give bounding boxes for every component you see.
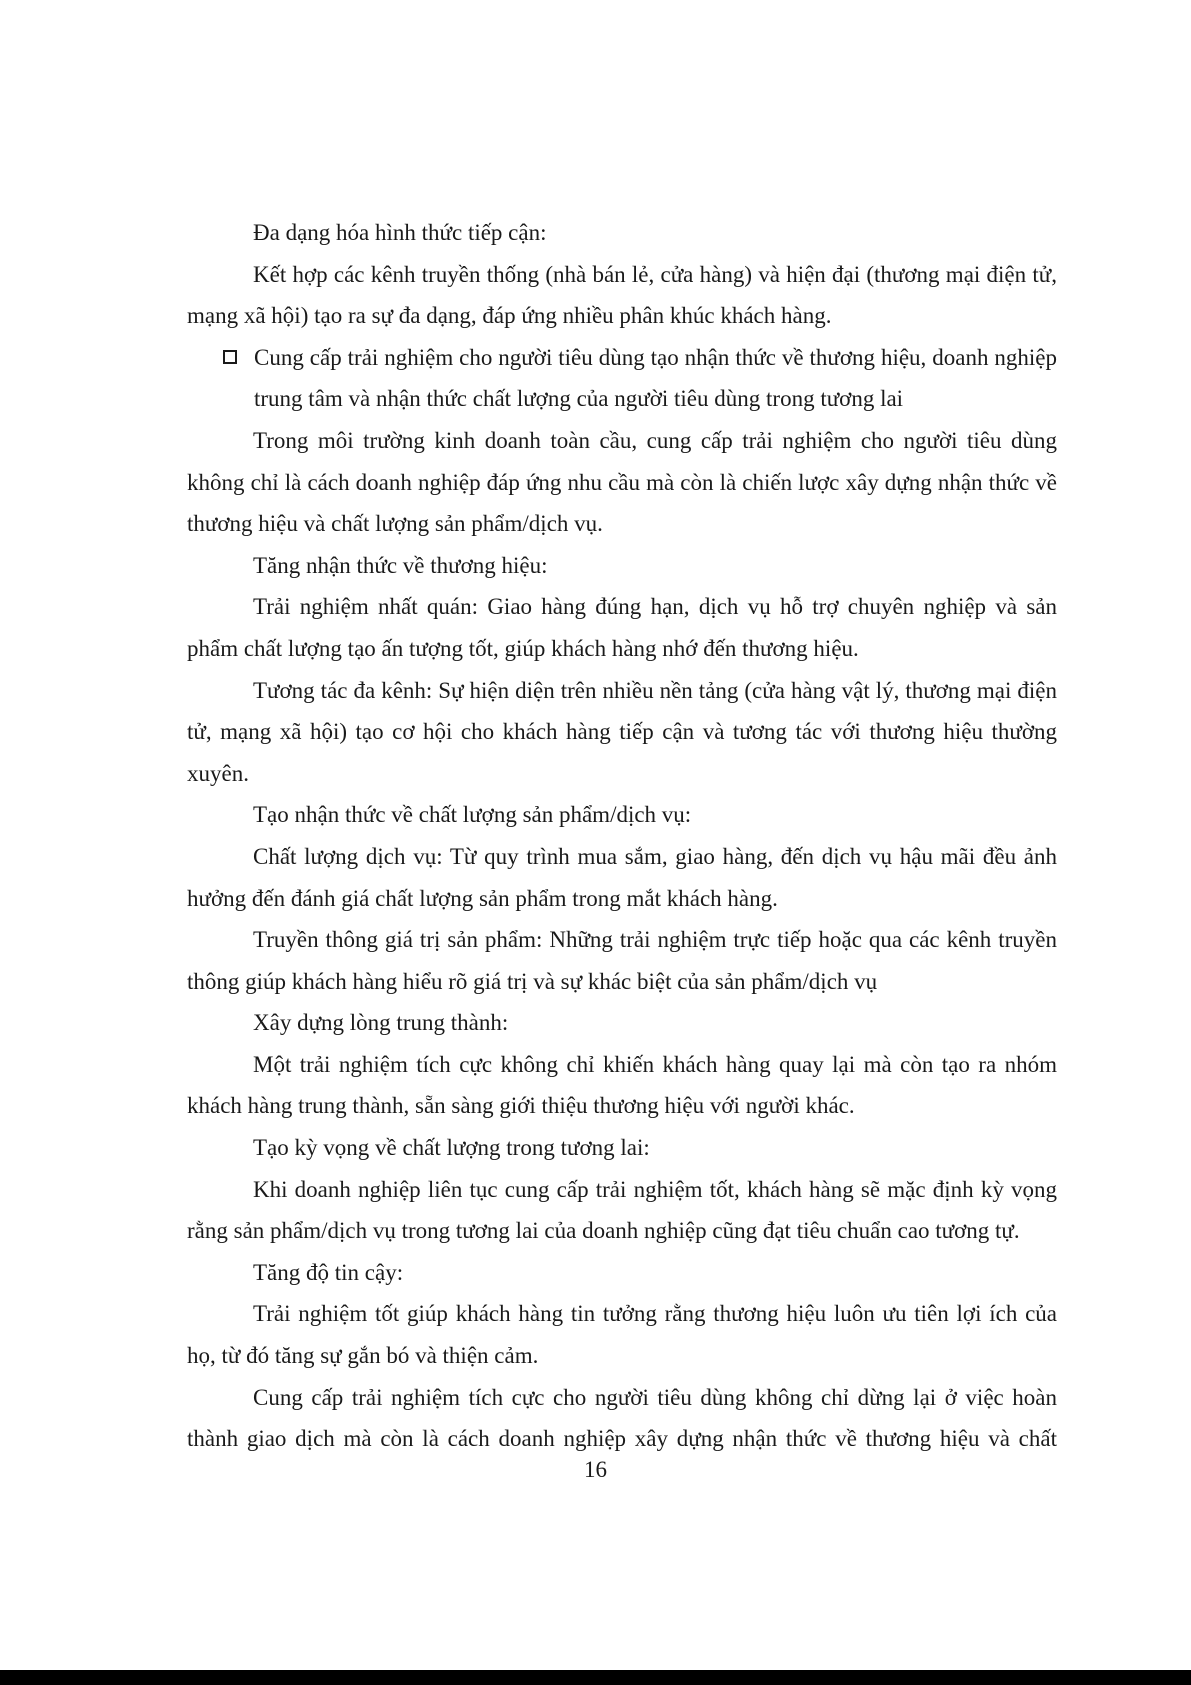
page-number: 16 <box>584 1457 607 1482</box>
paragraph: Tạo nhận thức về chất lượng sản phẩm/dịch vụ: <box>253 802 692 828</box>
paragraph: Kết hợp các kênh truyền thống (nhà bán lẻ, cửa hàng) và hiện đại (thương mại điện tử, mạng xã hội) tạo ra sự đa dạng, đáp ứng nhiều phân khúc khách hàng. <box>187 261 1057 329</box>
paragraph: Khi doanh nghiệp liên tục cung cấp trải nghiệm tốt, khách hàng sẽ mặc định kỳ vọng rằng sản phẩm/dịch vụ trong tương lai của doanh nghiệp cũng đạt tiêu chuẩn cao tương tự. <box>187 1176 1057 1244</box>
paragraph: Trong môi trường kinh doanh toàn cầu, cung cấp trải nghiệm cho người tiêu dùng không chỉ là cách doanh nghiệp đáp ứng nhu cầu mà còn là chiến lược xây dựng nhận thức về thương hiệu và chất lượng sản phẩm/dịch vụ. <box>187 427 1057 537</box>
bullet-item <box>187 337 1057 420</box>
bullet-text: Cung cấp trải nghiệm cho người tiêu dùng tạo nhận thức về thương hiệu, doanh nghiệp trung tâm và nhận thức chất lượng của người tiêu dùng trong tương lai <box>254 344 1057 412</box>
bottom-edge-bar <box>0 1670 1191 1685</box>
paragraph: Một trải nghiệm tích cực không chỉ khiến khách hàng quay lại mà còn tạo ra nhóm khách hàng trung thành, sẵn sàng giới thiệu thương hiệu với người khác. <box>187 1051 1057 1119</box>
paragraph: Chất lượng dịch vụ: Từ quy trình mua sắm, giao hàng, đến dịch vụ hậu mãi đều ảnh hưởng đến đánh giá chất lượng sản phẩm trong mắt khách hàng. <box>187 843 1057 911</box>
paragraph: Tăng nhận thức về thương hiệu: <box>253 552 548 578</box>
paragraph: Tương tác đa kênh: Sự hiện diện trên nhiều nền tảng (cửa hàng vật lý, thương mại điện tử, mạng xã hội) tạo cơ hội cho khách hàng tiếp cận và tương tác với thương hiệu thường xuyên. <box>187 677 1057 786</box>
paragraph: Tăng độ tin cậy: <box>253 1259 404 1285</box>
paragraph: Cung cấp trải nghiệm tích cực cho người tiêu dùng không chỉ dừng lại ở việc hoàn thành giao dịch mà còn là cách doanh nghiệp xây dựng nhận thức về thương hiệu và chất <box>187 1384 1057 1452</box>
paragraph: Xây dựng lòng trung thành: <box>253 1010 509 1036</box>
paragraph: Trải nghiệm tốt giúp khách hàng tin tưởng rằng thương hiệu luôn ưu tiên lợi ích của họ, từ đó tăng sự gắn bó và thiện cảm. <box>187 1301 1057 1369</box>
checkbox-bullet-icon <box>223 350 237 364</box>
paragraph: Trải nghiệm nhất quán: Giao hàng đúng hạn, dịch vụ hỗ trợ chuyên nghiệp và sản phẩm chất lượng tạo ấn tượng tốt, giúp khách hàng nhớ đến thương hiệu. <box>187 594 1057 661</box>
body-text <box>187 212 1057 1460</box>
paragraph: Đa dạng hóa hình thức tiếp cận: <box>253 220 547 245</box>
paragraph: Tạo kỳ vọng về chất lượng trong tương lai: <box>253 1135 650 1161</box>
paragraph: Truyền thông giá trị sản phẩm: Những trải nghiệm trực tiếp hoặc qua các kênh truyền thông giúp khách hàng hiểu rõ giá trị và sự khác biệt của sản phẩm/dịch vụ <box>187 927 1057 994</box>
